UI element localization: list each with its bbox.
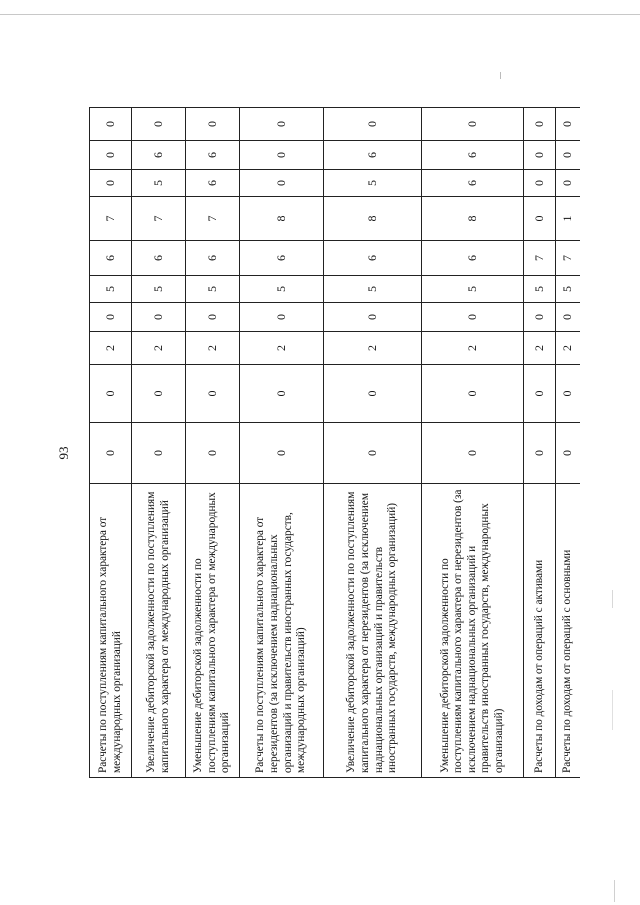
- code-digit: 0: [90, 303, 132, 332]
- code-digit: 0: [132, 108, 186, 141]
- code-digit: 0: [556, 303, 580, 332]
- code-digit: 1: [556, 197, 580, 241]
- row-label: Уменьшение дебиторской задолженности по поступлениям капитального характера от международных организаций: [186, 484, 240, 778]
- code-digit: 0: [324, 423, 422, 484]
- code-digit: 0: [524, 365, 556, 423]
- code-digit: 7: [556, 241, 580, 276]
- table-row: [524, 108, 556, 778]
- table-row: [324, 108, 422, 778]
- code-digit: 6: [186, 170, 240, 197]
- code-digit: 0: [132, 365, 186, 423]
- code-digit: 5: [132, 276, 186, 303]
- scan-artifact: [614, 880, 615, 902]
- accounts-table: [89, 107, 580, 778]
- row-label: Уменьшение дебиторской задолженности по поступлениям капитального характера от нерезидентов (за исключением наднациональных организаций и правительств иностранных государств, международных организаций): [422, 484, 524, 778]
- row-label: Расчеты по поступлениям капитального характера от нерезидентов (за исключением наднациональных организаций и правительств иностранных государств, международных организаций): [240, 484, 324, 778]
- code-digit: 0: [186, 365, 240, 423]
- code-digit: 0: [90, 423, 132, 484]
- code-digit: 0: [524, 141, 556, 170]
- code-digit: 7: [186, 197, 240, 241]
- code-digit: 0: [186, 303, 240, 332]
- code-digit: 2: [556, 332, 580, 365]
- code-digit: 5: [186, 276, 240, 303]
- row-label: Расчеты по поступлениям капитального характера от международных организаций: [90, 484, 132, 778]
- code-digit: 8: [324, 197, 422, 241]
- code-digit: 2: [90, 332, 132, 365]
- code-digit: 0: [240, 423, 324, 484]
- code-digit: 0: [324, 365, 422, 423]
- code-digit: 0: [240, 170, 324, 197]
- code-digit: 0: [90, 365, 132, 423]
- code-digit: 6: [422, 170, 524, 197]
- code-digit: 0: [422, 303, 524, 332]
- code-digit: 0: [240, 141, 324, 170]
- table-row: [422, 108, 524, 778]
- code-digit: 5: [90, 276, 132, 303]
- code-digit: 6: [422, 141, 524, 170]
- code-digit: 0: [524, 108, 556, 141]
- code-digit: 2: [422, 332, 524, 365]
- accounts-table-frame: [89, 121, 579, 778]
- row-label: Увеличение дебиторской задолженности по поступлениям капитального характера от международных организаций: [132, 484, 186, 778]
- scan-artifact: [612, 590, 613, 608]
- code-digit: 5: [324, 170, 422, 197]
- code-digit: 0: [422, 108, 524, 141]
- table-row: [132, 108, 186, 778]
- code-digit: 6: [90, 241, 132, 276]
- code-digit: 7: [90, 197, 132, 241]
- table-row: [556, 108, 580, 778]
- code-digit: 5: [556, 276, 580, 303]
- code-digit: 6: [324, 241, 422, 276]
- code-digit: 0: [186, 423, 240, 484]
- code-digit: 0: [90, 170, 132, 197]
- code-digit: 0: [324, 108, 422, 141]
- code-digit: 6: [132, 141, 186, 170]
- code-digit: 0: [524, 423, 556, 484]
- top-edge-line: [0, 14, 640, 15]
- code-digit: 2: [186, 332, 240, 365]
- code-digit: 0: [556, 141, 580, 170]
- code-digit: 0: [556, 365, 580, 423]
- code-digit: 6: [324, 141, 422, 170]
- code-digit: 0: [556, 108, 580, 141]
- code-digit: 7: [524, 241, 556, 276]
- code-digit: 6: [186, 141, 240, 170]
- code-digit: 0: [90, 141, 132, 170]
- row-label: Расчеты по доходам от операций с активами: [524, 484, 556, 778]
- code-digit: 0: [324, 303, 422, 332]
- code-digit: 0: [90, 108, 132, 141]
- code-digit: 0: [524, 303, 556, 332]
- code-digit: 0: [240, 303, 324, 332]
- code-digit: 8: [422, 197, 524, 241]
- table-row: [240, 108, 324, 778]
- code-digit: 8: [240, 197, 324, 241]
- code-digit: 7: [132, 197, 186, 241]
- table-row: [90, 108, 132, 778]
- code-digit: 2: [132, 332, 186, 365]
- code-digit: 0: [556, 170, 580, 197]
- code-digit: 6: [240, 241, 324, 276]
- code-digit: 5: [240, 276, 324, 303]
- code-digit: 5: [324, 276, 422, 303]
- code-digit: 0: [132, 423, 186, 484]
- code-digit: 5: [422, 276, 524, 303]
- code-digit: 0: [422, 423, 524, 484]
- scan-artifact: [612, 690, 613, 730]
- table-row: [186, 108, 240, 778]
- row-label: Увеличение дебиторской задолженности по поступлениям капитального характера от нерезидентов (за исключением наднациональных организаций и правительств иностранных государств, международных организаций): [324, 484, 422, 778]
- code-digit: 0: [524, 197, 556, 241]
- code-digit: 2: [324, 332, 422, 365]
- code-digit: 0: [186, 108, 240, 141]
- code-digit: 0: [422, 365, 524, 423]
- code-digit: 6: [422, 241, 524, 276]
- code-digit: 5: [524, 276, 556, 303]
- code-digit: 6: [186, 241, 240, 276]
- code-digit: 0: [556, 423, 580, 484]
- code-digit: 0: [524, 170, 556, 197]
- code-digit: 6: [132, 241, 186, 276]
- code-digit: 2: [240, 332, 324, 365]
- row-label: Расчеты по доходам от операций с основными: [556, 484, 580, 778]
- code-digit: 2: [524, 332, 556, 365]
- code-digit: 0: [240, 365, 324, 423]
- page-number: 93: [56, 446, 71, 460]
- code-digit: 5: [132, 170, 186, 197]
- code-digit: 0: [240, 108, 324, 141]
- scan-artifact: [500, 72, 501, 79]
- code-digit: 0: [132, 303, 186, 332]
